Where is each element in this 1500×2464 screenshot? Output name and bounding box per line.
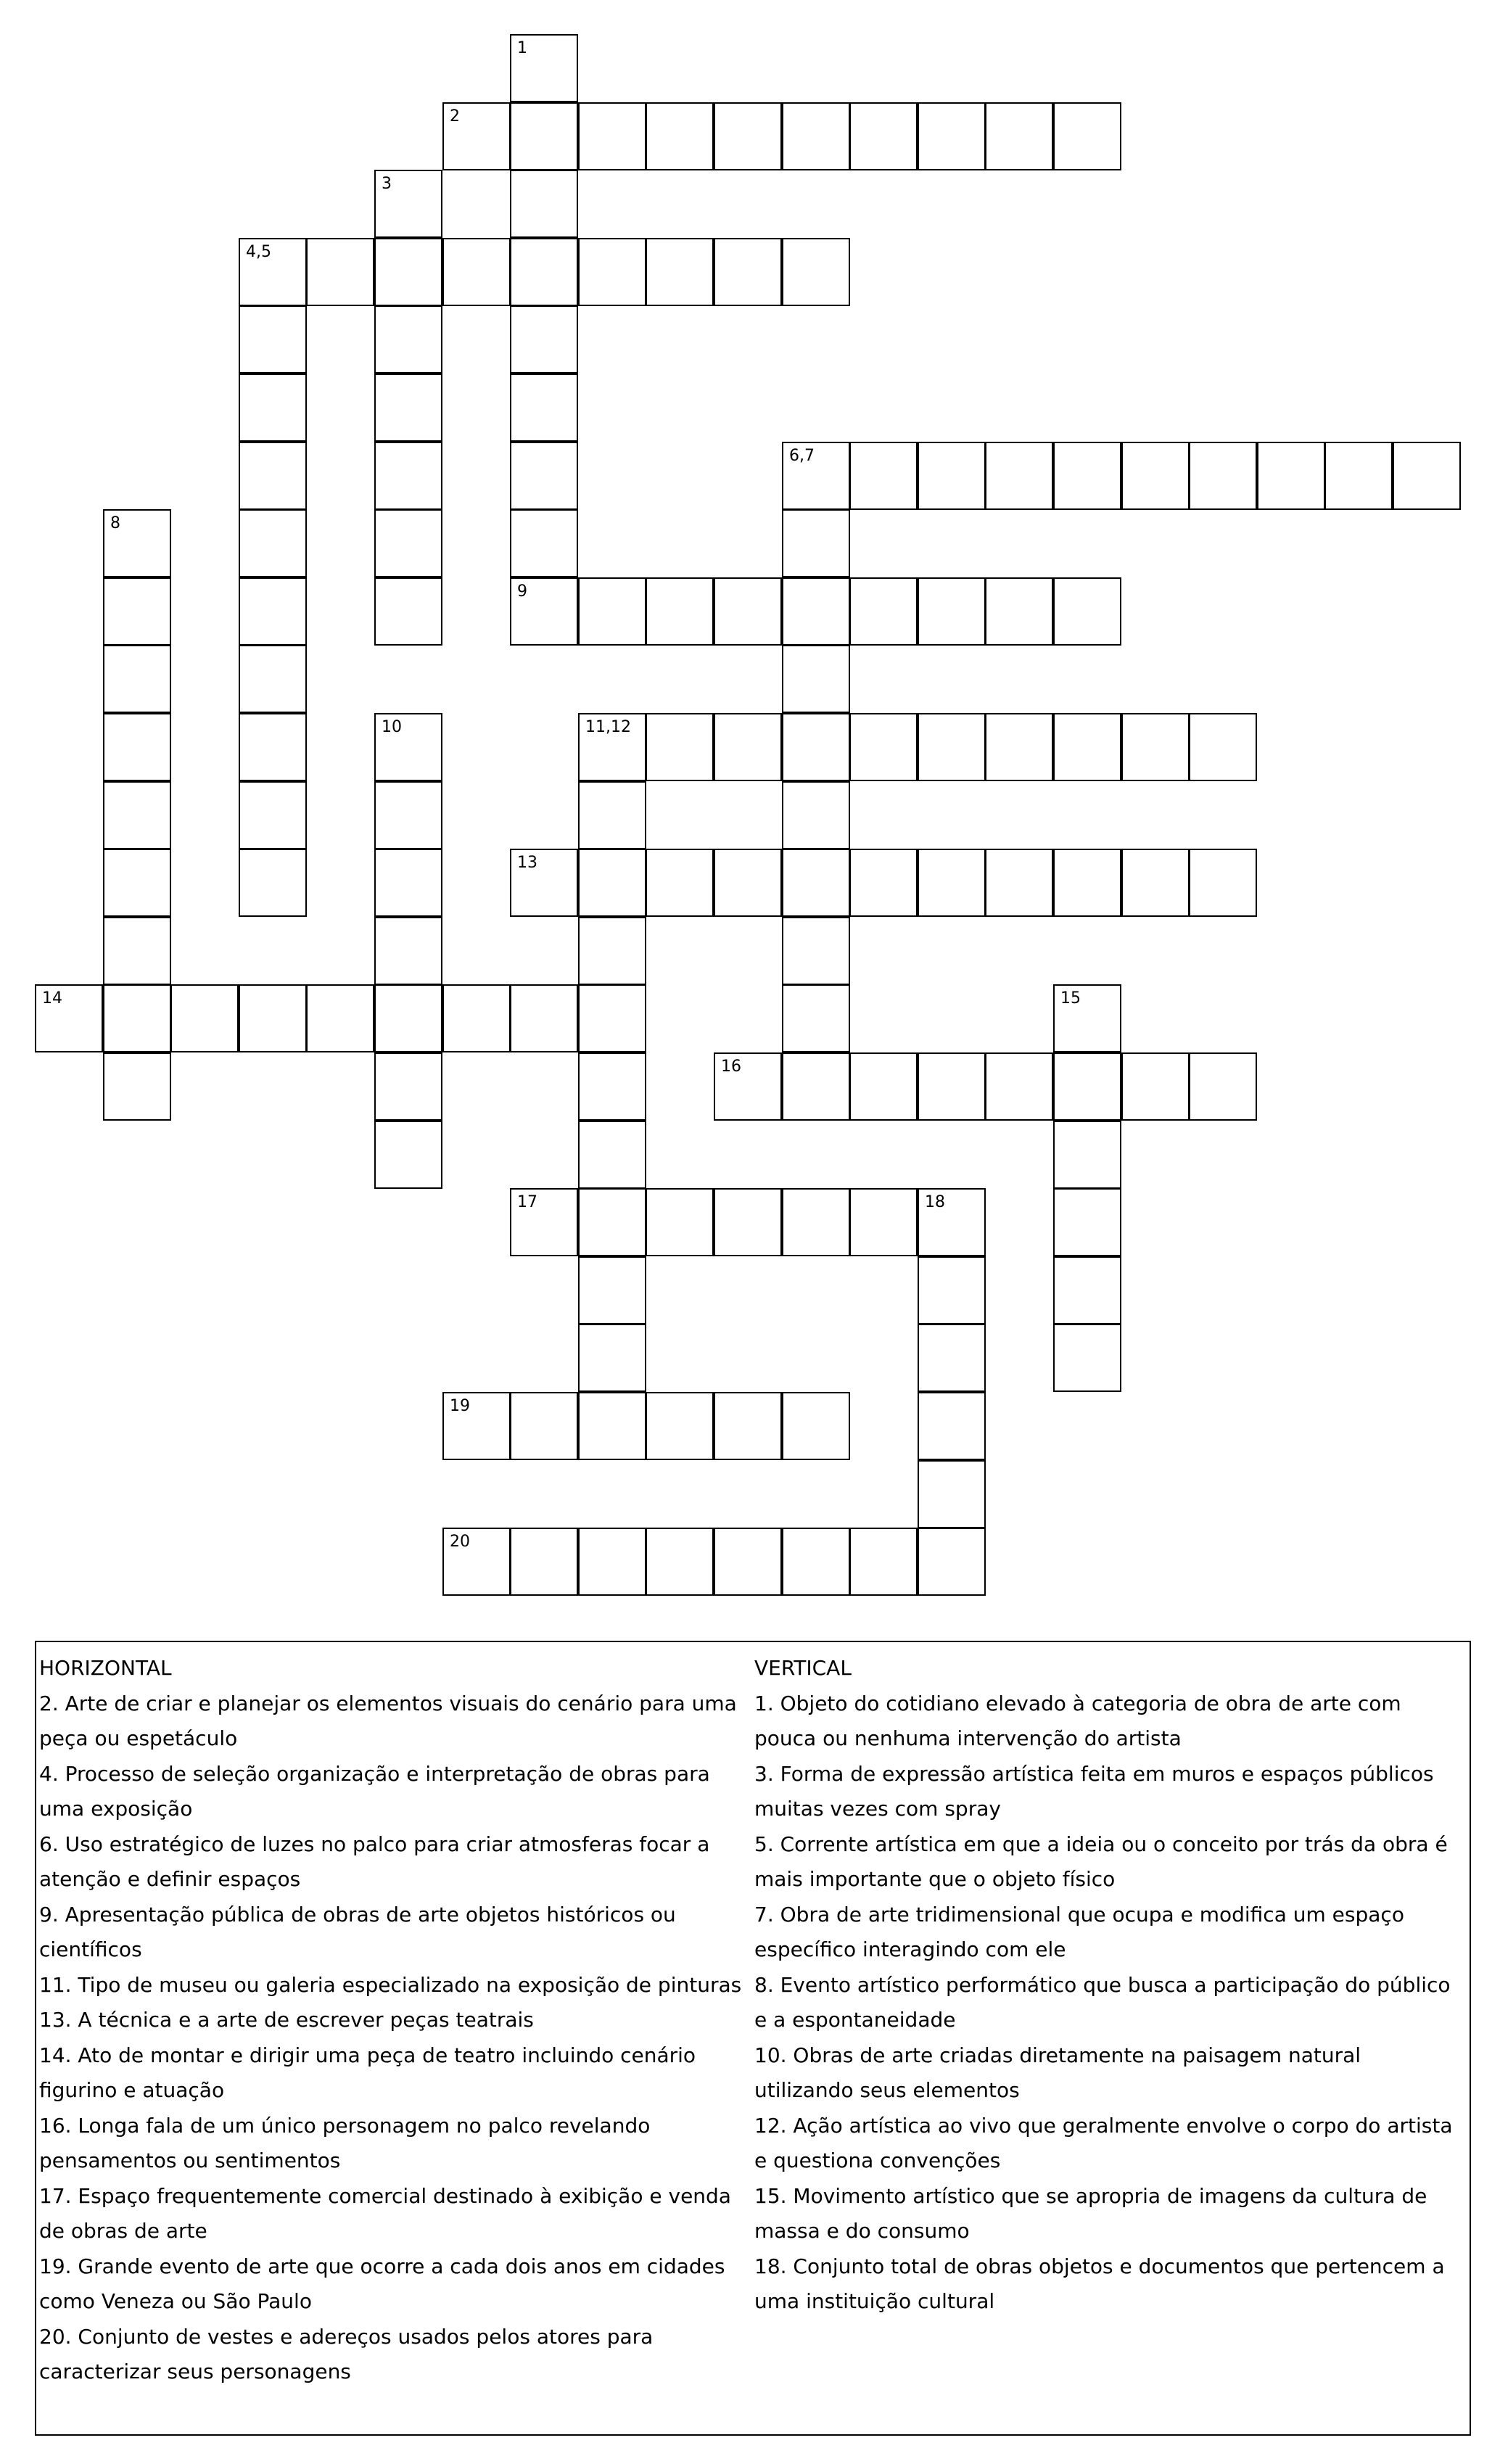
grid-cell[interactable]: [1053, 1121, 1121, 1189]
grid-cell[interactable]: [239, 849, 307, 917]
grid-cell[interactable]: [103, 1052, 171, 1121]
grid-cell[interactable]: [1189, 1052, 1257, 1121]
grid-cell[interactable]: [578, 577, 646, 646]
grid-cell[interactable]: [918, 1460, 986, 1528]
grid-cell[interactable]: [510, 509, 578, 577]
clue-v15: 15. Movimento artístico que se apropria de imagens da cultura de massa e do consumo: [754, 2183, 1427, 2243]
grid-cell[interactable]: [1053, 577, 1121, 646]
grid-cell[interactable]: [782, 102, 850, 170]
grid-cell[interactable]: [849, 1052, 918, 1121]
grid-cell[interactable]: [239, 781, 307, 849]
grid-cell[interactable]: [510, 170, 578, 238]
clue-number: 10: [382, 718, 402, 736]
grid-cell[interactable]: [239, 238, 307, 306]
clue-v5: 5. Corrente artística em que a ideia ou o conceito por trás da obra é mais importante que o objeto físico: [754, 1831, 1448, 1891]
clue-v8: 8. Evento artístico performático que busca a participação do público e a espontaneidade: [754, 1972, 1451, 2032]
clue-v18: 18. Conjunto total de obras objetos e documentos que pertencem a uma instituição cultural: [754, 2254, 1445, 2313]
clue-h14: 14. Ato de montar e dirigir uma peça de teatro incluindo cenário figurino e atuação: [39, 2043, 696, 2102]
grid-cell[interactable]: [578, 1392, 646, 1460]
grid-cell[interactable]: [918, 1256, 986, 1324]
clue-v10: 10. Obras de arte criadas diretamente na paisagem natural utilizando seus elementos: [754, 2043, 1361, 2102]
grid-cell[interactable]: [374, 577, 442, 646]
grid-cell[interactable]: [1053, 1188, 1121, 1256]
grid-cell[interactable]: [170, 984, 239, 1052]
grid-cell[interactable]: [782, 1528, 850, 1596]
grid-cell[interactable]: [782, 984, 850, 1052]
vertical-heading: VERTICAL: [754, 1656, 852, 1680]
grid-cell[interactable]: [510, 238, 578, 306]
grid-cell[interactable]: [103, 984, 171, 1052]
grid-cell[interactable]: [1121, 849, 1190, 917]
vertical-clues: [754, 1651, 1462, 2320]
clue-h20: 20. Conjunto de vestes e adereços usados pelos atores para caracterizar seus personagens: [39, 2324, 654, 2383]
grid-cell[interactable]: [1189, 713, 1257, 781]
grid-cell[interactable]: [103, 849, 171, 917]
grid-cell[interactable]: [239, 713, 307, 781]
grid-cell[interactable]: [578, 984, 646, 1052]
grid-cell[interactable]: [646, 1528, 714, 1596]
grid-cell[interactable]: [918, 1324, 986, 1392]
grid-cell[interactable]: [442, 1392, 511, 1460]
clue-v3: 3. Forma de expressão artística feita em muros e espaços públicos muitas vezes com spray: [754, 1761, 1434, 1821]
grid-cell[interactable]: [374, 238, 442, 306]
grid-cell[interactable]: [714, 849, 782, 917]
grid-cell[interactable]: [306, 984, 374, 1052]
grid-cell[interactable]: [1053, 713, 1121, 781]
grid-cell[interactable]: [714, 1528, 782, 1596]
grid-cell[interactable]: [374, 781, 442, 849]
grid-cell[interactable]: [1121, 442, 1190, 510]
grid-cell[interactable]: [239, 577, 307, 646]
grid-cell[interactable]: [782, 713, 850, 781]
grid-cell[interactable]: [849, 102, 918, 170]
grid-cell[interactable]: [578, 917, 646, 985]
grid-cell[interactable]: [1121, 1052, 1190, 1121]
clue-number: 8: [110, 514, 120, 532]
grid-cell[interactable]: [849, 849, 918, 917]
clue-v12: 12. Ação artística ao vivo que geralmente envolve o corpo do artista e questiona convenções: [754, 2113, 1453, 2172]
grid-cell[interactable]: [578, 1052, 646, 1121]
grid-cell[interactable]: [849, 713, 918, 781]
grid-cell[interactable]: [646, 238, 714, 306]
grid-cell[interactable]: [578, 238, 646, 306]
grid-cell[interactable]: [374, 917, 442, 985]
grid-cell[interactable]: [239, 645, 307, 713]
grid-cell[interactable]: [918, 442, 986, 510]
grid-cell[interactable]: [646, 102, 714, 170]
grid-cell[interactable]: [374, 1052, 442, 1121]
grid-cell[interactable]: [1121, 713, 1190, 781]
grid-cell[interactable]: [239, 509, 307, 577]
grid-cell[interactable]: [782, 577, 850, 646]
horizontal-heading: HORIZONTAL: [39, 1656, 172, 1680]
clue-h11: 11. Tipo de museu ou galeria especializado na exposição de pinturas: [39, 1972, 742, 1997]
grid-cell[interactable]: [239, 442, 307, 510]
grid-cell[interactable]: [374, 305, 442, 374]
grid-cell[interactable]: [782, 442, 850, 510]
clue-number: 6,7: [789, 447, 815, 465]
grid-cell[interactable]: [374, 713, 442, 781]
grid-cell[interactable]: [35, 984, 103, 1052]
clue-v1: 1. Objeto do cotidiano elevado à categoria de obra de arte com pouca ou nenhuma intervenção do artista: [754, 1691, 1401, 1750]
grid-cell[interactable]: [510, 374, 578, 442]
grid-cell[interactable]: [918, 1188, 986, 1256]
grid-cell[interactable]: [1324, 442, 1393, 510]
grid-cell[interactable]: [103, 509, 171, 577]
grid-cell[interactable]: [714, 577, 782, 646]
grid-cell[interactable]: [714, 1392, 782, 1460]
grid-cell[interactable]: [646, 1392, 714, 1460]
grid-cell[interactable]: [578, 1121, 646, 1189]
grid-cell[interactable]: [442, 102, 511, 170]
grid-cell[interactable]: [1257, 442, 1325, 510]
grid-cell[interactable]: [510, 984, 578, 1052]
grid-cell[interactable]: [1053, 984, 1121, 1052]
grid-cell[interactable]: [1053, 1052, 1121, 1121]
grid-cell[interactable]: [918, 102, 986, 170]
grid-cell[interactable]: [714, 238, 782, 306]
clue-h4: 4. Processo de seleção organização e interpretação de obras para uma exposição: [39, 1761, 710, 1821]
grid-cell[interactable]: [646, 1188, 714, 1256]
grid-cell[interactable]: [510, 442, 578, 510]
grid-cell[interactable]: [714, 102, 782, 170]
clues-box: [35, 1641, 1471, 2436]
grid-cell[interactable]: [578, 1188, 646, 1256]
grid-cell[interactable]: [985, 102, 1053, 170]
clue-v7: 7. Obra de arte tridimensional que ocupa e modifica um espaço específico interagindo com ele: [754, 1902, 1404, 1961]
clue-number: 2: [450, 107, 460, 125]
grid-cell[interactable]: [918, 577, 986, 646]
grid-cell[interactable]: [782, 781, 850, 849]
grid-cell[interactable]: [510, 849, 578, 917]
grid-cell[interactable]: [714, 713, 782, 781]
grid-cell[interactable]: [985, 577, 1053, 646]
clue-number: 9: [517, 582, 527, 601]
grid-cell[interactable]: [374, 849, 442, 917]
grid-cell[interactable]: [1053, 102, 1121, 170]
grid-cell[interactable]: [782, 1052, 850, 1121]
clue-h2: 2. Arte de criar e planejar os elementos visuais do cenário para uma peça ou espetáculo: [39, 1691, 737, 1750]
grid-cell[interactable]: [985, 849, 1053, 917]
grid-cell[interactable]: [918, 849, 986, 917]
grid-cell[interactable]: [578, 713, 646, 781]
grid-cell[interactable]: [374, 1121, 442, 1189]
clue-h6: 6. Uso estratégico de luzes no palco para criar atmosferas focar a atenção e definir espaços: [39, 1831, 710, 1891]
clue-number: 1: [517, 39, 527, 57]
grid-cell[interactable]: [510, 1188, 578, 1256]
grid-cell[interactable]: [578, 1324, 646, 1392]
grid-cell[interactable]: [714, 1188, 782, 1256]
grid-cell[interactable]: [1053, 1324, 1121, 1392]
grid-cell[interactable]: [374, 509, 442, 577]
clue-number: 14: [42, 989, 62, 1008]
grid-cell[interactable]: [103, 713, 171, 781]
clue-number: 16: [721, 1058, 741, 1076]
grid-cell[interactable]: [374, 984, 442, 1052]
grid-cell[interactable]: [782, 917, 850, 985]
grid-cell[interactable]: [714, 1052, 782, 1121]
grid-cell[interactable]: [1189, 849, 1257, 917]
grid-cell[interactable]: [510, 305, 578, 374]
clue-number: 11,12: [585, 718, 631, 736]
grid-cell[interactable]: [374, 374, 442, 442]
clue-number: 18: [925, 1193, 945, 1211]
clue-h19: 19. Grande evento de arte que ocorre a cada dois anos em cidades como Veneza ou São Paulo: [39, 2254, 725, 2313]
grid-cell[interactable]: [374, 170, 442, 238]
grid-cell[interactable]: [918, 1052, 986, 1121]
clue-number: 3: [382, 175, 392, 193]
grid-cell[interactable]: [782, 238, 850, 306]
grid-cell[interactable]: [918, 1528, 986, 1596]
grid-cell[interactable]: [510, 577, 578, 646]
grid-cell[interactable]: [1053, 849, 1121, 917]
clue-number: 13: [517, 854, 537, 872]
grid-cell[interactable]: [849, 442, 918, 510]
grid-cell[interactable]: [578, 781, 646, 849]
grid-cell[interactable]: [578, 102, 646, 170]
grid-cell[interactable]: [239, 374, 307, 442]
grid-cell[interactable]: [646, 849, 714, 917]
grid-cell[interactable]: [1393, 442, 1461, 510]
grid-cell[interactable]: [985, 713, 1053, 781]
grid-cell[interactable]: [510, 1392, 578, 1460]
grid-cell[interactable]: [782, 1188, 850, 1256]
grid-cell[interactable]: [103, 577, 171, 646]
grid-cell[interactable]: [442, 1528, 511, 1596]
grid-cell[interactable]: [782, 509, 850, 577]
grid-cell[interactable]: [1189, 442, 1257, 510]
clue-number: 15: [1060, 989, 1081, 1008]
clue-h16: 16. Longa fala de um único personagem no palco revelando pensamentos ou sentimentos: [39, 2113, 651, 2172]
grid-cell[interactable]: [103, 781, 171, 849]
grid-cell[interactable]: [374, 442, 442, 510]
grid-cell[interactable]: [103, 917, 171, 985]
grid-cell[interactable]: [1053, 442, 1121, 510]
grid-cell[interactable]: [985, 1052, 1053, 1121]
clue-number: 19: [450, 1397, 470, 1415]
grid-cell[interactable]: [578, 1256, 646, 1324]
grid-cell[interactable]: [782, 1392, 850, 1460]
grid-cell[interactable]: [578, 1528, 646, 1596]
grid-cell[interactable]: [1053, 1256, 1121, 1324]
clue-h17: 17. Espaço frequentemente comercial destinado à exibição e venda de obras de arte: [39, 2183, 731, 2243]
grid-cell[interactable]: [782, 645, 850, 713]
grid-cell[interactable]: [646, 713, 714, 781]
grid-cell[interactable]: [239, 984, 307, 1052]
grid-cell[interactable]: [442, 984, 511, 1052]
clue-h9: 9. Apresentação pública de obras de arte objetos históricos ou científicos: [39, 1902, 676, 1961]
grid-cell[interactable]: [442, 238, 511, 306]
grid-cell[interactable]: [849, 1528, 918, 1596]
grid-cell[interactable]: [510, 34, 578, 102]
grid-cell[interactable]: [239, 305, 307, 374]
grid-cell[interactable]: [510, 1528, 578, 1596]
grid-cell[interactable]: [510, 102, 578, 170]
grid-cell[interactable]: [306, 238, 374, 306]
grid-cell[interactable]: [849, 1188, 918, 1256]
grid-cell[interactable]: [985, 442, 1053, 510]
clue-h13: 13. A técnica e a arte de escrever peças teatrais: [39, 2008, 534, 2032]
clue-number: 17: [517, 1193, 537, 1211]
grid-cell[interactable]: [578, 849, 646, 917]
grid-cell[interactable]: [103, 645, 171, 713]
grid-cell[interactable]: [646, 577, 714, 646]
grid-cell[interactable]: [918, 713, 986, 781]
grid-cell[interactable]: [849, 577, 918, 646]
grid-cell[interactable]: [918, 1392, 986, 1460]
grid-cell[interactable]: [782, 849, 850, 917]
horizontal-clues: [39, 1651, 754, 2390]
clue-number: 4,5: [246, 243, 271, 261]
clue-number: 20: [450, 1533, 470, 1551]
